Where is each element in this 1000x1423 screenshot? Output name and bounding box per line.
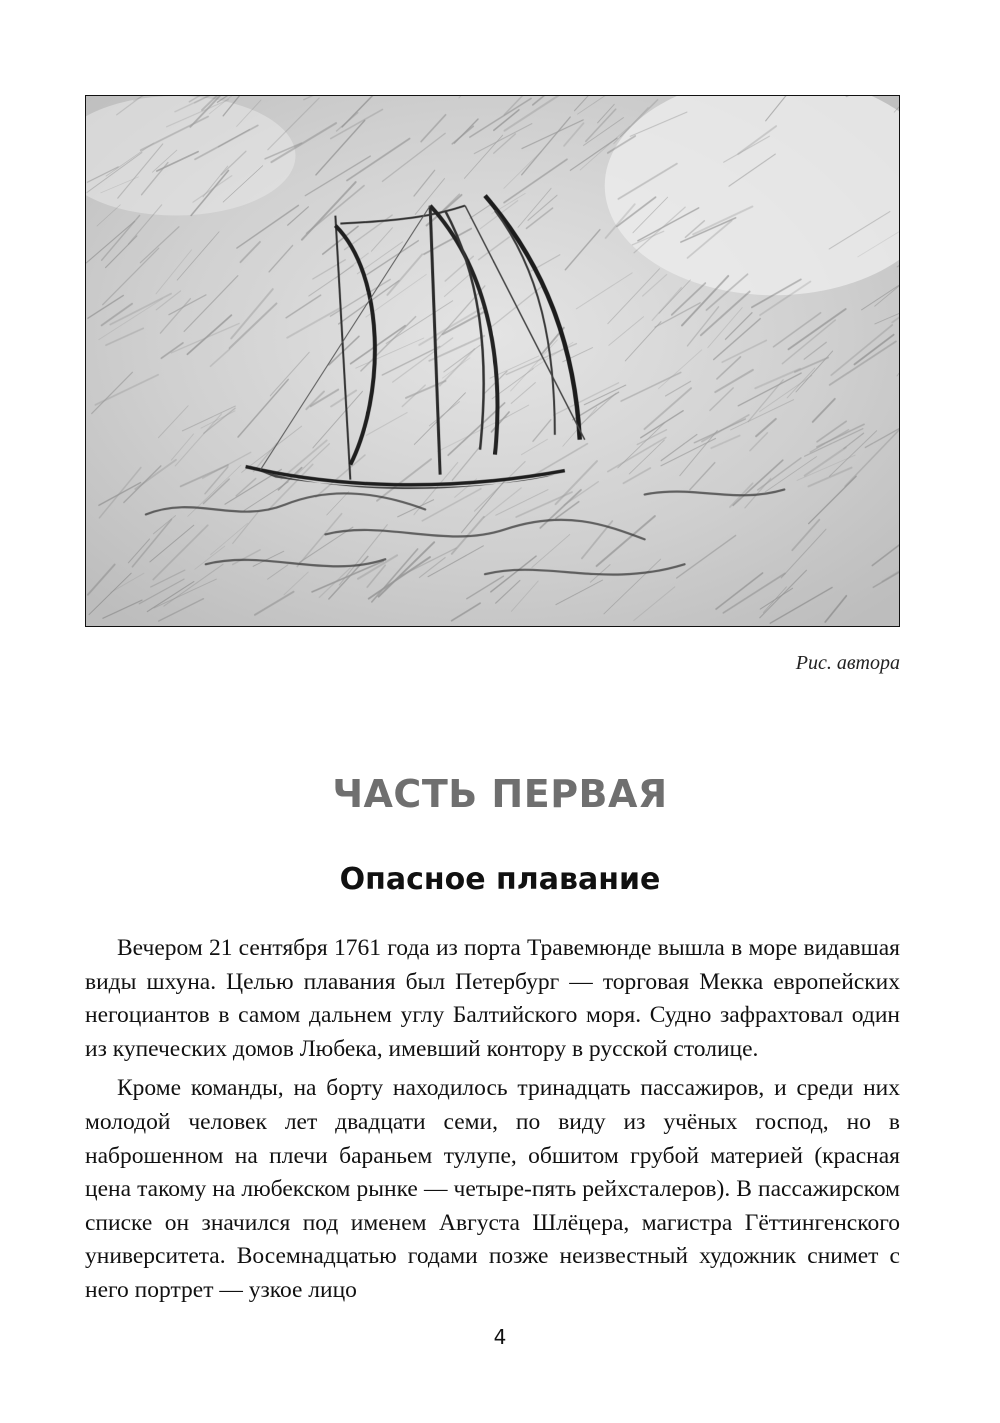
paragraph: Кроме команды, на борту находилось тринадцать пассажиров, и среди них молодой человек лет двадцати семи, по виду из учёных господ, но в наброшенном на плечи бараньем тулупе, обшитом грубой материей (красная цена такому на любекском рынке — четыре-пять рейхсталеров). В пассажирском списке он значился под именем Августа Шлёцера, магистра Гёттингенского университета. Восемнадцатью годами позже неизвестный художник снимет с него портрет — узкое лицо [85, 1075, 900, 1303]
ship-sketch-illustration [85, 95, 900, 627]
chapter-title: Опасное плавание [339, 862, 661, 897]
part-title: ЧАСТЬ ПЕРВАЯ [332, 772, 668, 816]
paragraph: Вечером 21 сентября 1761 года из порта Травемюнде вышла в море видавшая виды шхуна. Целью плавания был Петербург — торговая Мекка европейских негоциантов в самом дальнем углу Балтийского моря. Судно зафрахтовал один из купеческих домов Любека, имевший контору в русской столице. [85, 935, 900, 1062]
sailing-ship-sketch [86, 96, 899, 626]
body-text [85, 932, 900, 1308]
figure-caption: Рис. автора [795, 652, 900, 674]
page-number: 4 [493, 1325, 507, 1349]
